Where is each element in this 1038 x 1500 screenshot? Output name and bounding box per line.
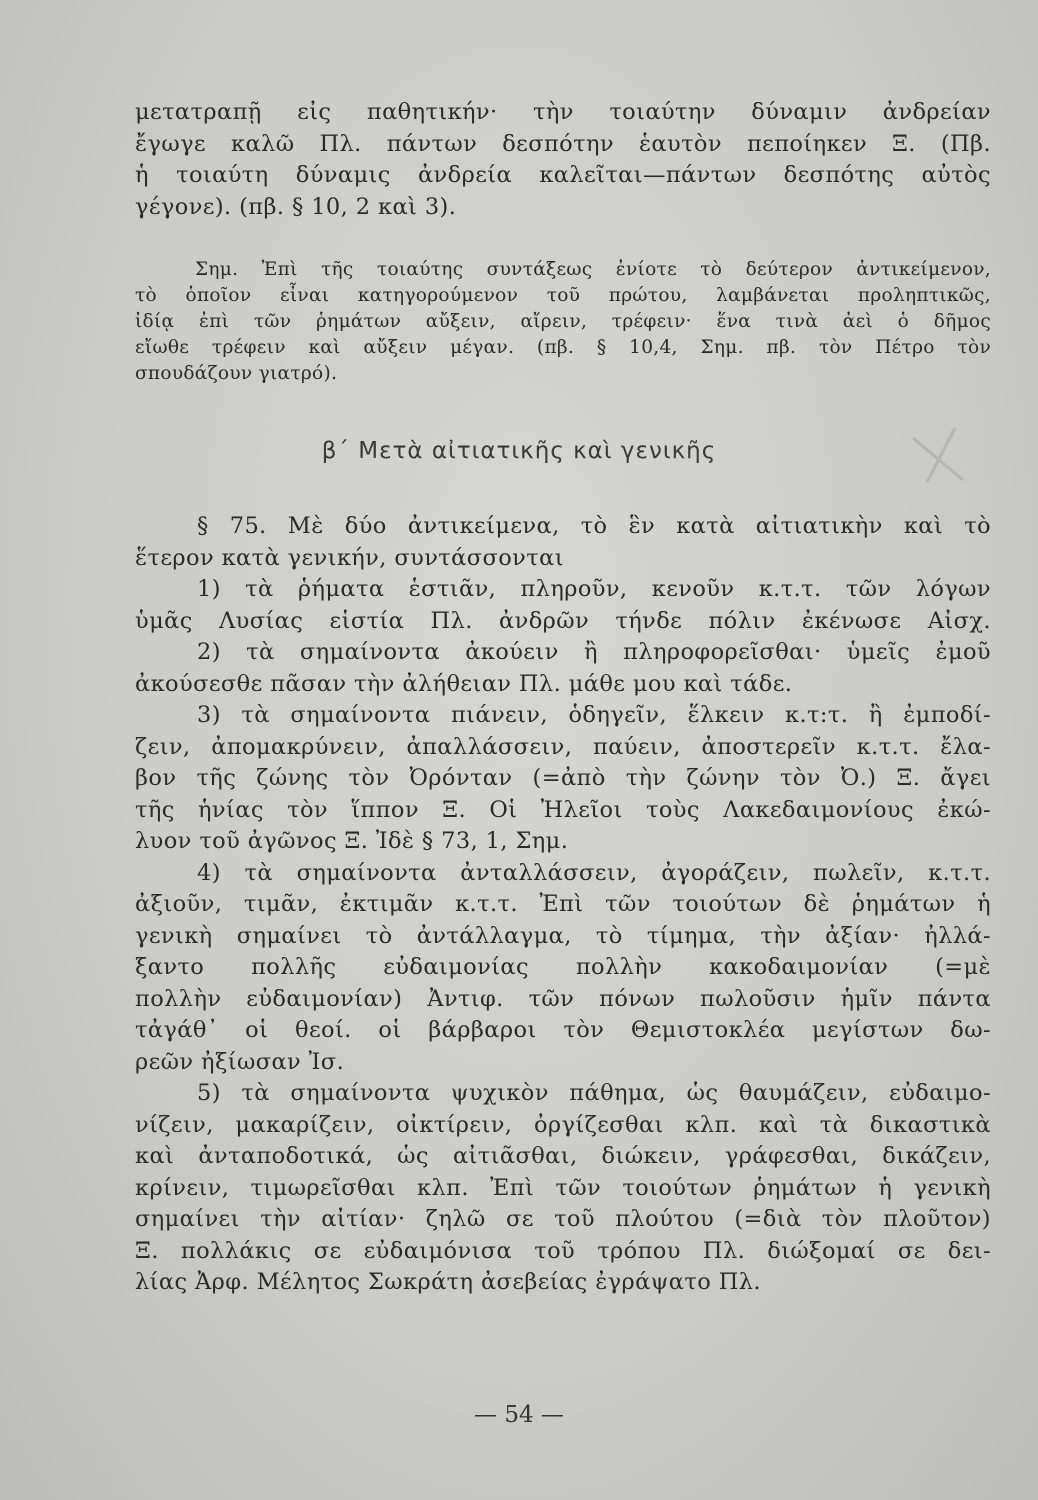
- item-2-line: 2) τὰ σημαίνοντα ἀκούειν ἢ πληροφορεῖσθαι· ὑμεῖς ἐμοῦ: [197, 639, 991, 665]
- item-5-line: 5) τὰ σημαίνοντα ψυχικὸν πάθημα, ὡς θαυμάζειν, εὐδαιμο-: [197, 1080, 991, 1106]
- top-paragraph: [135, 97, 991, 223]
- section-heading: β΄ Μετὰ αἰτιατικῆς καὶ γενικῆς: [321, 438, 717, 464]
- text-line: πολλὴν εὐδαιμονίαν) Ἀντιφ. τῶν πόνων πωλοῦσιν ἡμῖν πάντα: [135, 985, 991, 1012]
- note-line: εἴωθε τρέφειν καὶ αὔξειν μέγαν. (πβ. § 10,4, Σημ. πβ. τὸν Πέτρο τὸν: [135, 337, 991, 358]
- note-line: ἰδίᾳ ἐπὶ τῶν ῥημάτων αὔξειν, αἴρειν, τρέφειν· ἕνα τινὰ ἀεὶ ὁ δῆμος: [135, 311, 991, 332]
- item-4-line: 4) τὰ σημαίνοντα ἀνταλλάσσειν, ἀγοράζειν, πωλεῖν, κ.τ.τ.: [197, 859, 991, 886]
- page-number: — 54 —: [474, 1402, 564, 1428]
- text-line: λυον τοῦ ἀγῶνος Ξ. Ἰδὲ § 73, 1, Σημ.: [135, 828, 569, 854]
- text-line: ξαντο πολλῆς εὐδαιμονίας πολλὴν κακοδαιμονίαν (=μὲ: [135, 954, 991, 980]
- paragraph-75-line: § 75. Μὲ δύο ἀντικείμενα, τὸ ἓν κατὰ αἰτιατικὴν καὶ τὸ: [197, 513, 991, 539]
- footnote-remark: [135, 257, 991, 387]
- item-1-line: 1) τὰ ῥήματα ἑστιᾶν, πληροῦν, κενοῦν κ.τ.τ. τῶν λόγων: [197, 576, 991, 602]
- text-line: ζειν, ἀπομακρύνειν, ἀπαλλάσσειν, παύειν, ἀποστερεῖν κ.τ.τ. ἔλα-: [135, 733, 991, 760]
- text-line: ἔγωγε καλῶ Πλ. πάντων δεσπότην ἑαυτὸν πεποίηκεν Ξ. (Πβ.: [135, 130, 991, 157]
- text-line: Ξ. πολλάκις σε εὐδαιμόνισα τοῦ τρόπου Πλ. διώξομαί σε δει-: [135, 1237, 991, 1264]
- main-body: [135, 511, 991, 1299]
- text-line: κρίνειν, τιμωρεῖσθαι κλπ. Ἐπὶ τῶν τοιούτων ῥημάτων ἡ γενικὴ: [135, 1174, 991, 1201]
- text-line: γέγονε). (πβ. § 10, 2 καὶ 3).: [135, 193, 457, 220]
- text-line: ἕτερον κατὰ γενικήν, συντάσσονται: [135, 544, 564, 571]
- note-line: σπουδάζουν γιατρό).: [135, 363, 338, 384]
- text-line: ὑμᾶς Λυσίας εἱστία Πλ. ἀνδρῶν τήνδε πόλιν ἐκένωσε Αἰσχ.: [135, 607, 991, 634]
- text-line: βον τῆς ζώνης τὸν Ὀρόνταν (=ἀπὸ τὴν ζώνην τὸν Ὀ.) Ξ. ἄγει: [135, 765, 991, 791]
- text-line: μετατραπῇ εἰς παθητικήν· τὴν τοιαύτην δύναμιν ἀνδρείαν: [135, 99, 991, 125]
- text-line: ἡ τοιαύτη δύναμις ἀνδρεία καλεῖται—πάντων δεσπότης αὐτὸς: [135, 162, 991, 188]
- text-line: τἀγάθ᾽ οἱ θεοί. οἱ βάρβαροι τὸν Θεμιστοκλέα μεγίστων δω-: [135, 1017, 991, 1043]
- note-line: τὸ ὁποῖον εἶναι κατηγορούμενον τοῦ πρώτου, λαμβάνεται προληπτικῶς,: [135, 285, 991, 306]
- text-line: καὶ ἀνταποδοτικά, ὡς αἰτιᾶσθαι, διώκειν, γράφεσθαι, δικάζειν,: [135, 1143, 991, 1169]
- pencil-cross-mark: [905, 420, 975, 490]
- text-line: νίζειν, μακαρίζειν, οἰκτίρειν, ὀργίζεσθαι κλπ. καὶ τὰ δικαστικὰ: [135, 1111, 991, 1138]
- text-line: ρεῶν ἠξίωσαν Ἰσ.: [135, 1048, 345, 1075]
- text-line: σημαίνει τὴν αἰτίαν· ζηλῶ σε τοῦ πλούτου (=διὰ τὸν πλοῦτον): [135, 1206, 991, 1232]
- item-3-line: 3) τὰ σημαίνοντα πιάνειν, ὁδηγεῖν, ἕλκειν κ.τ:τ. ἢ ἐμποδί-: [197, 702, 991, 728]
- text-line: λίας Ἀρφ. Μέλητος Σωκράτη ἀσεβείας ἐγράψατο Πλ.: [135, 1269, 761, 1295]
- note-line: Σημ. Ἐπὶ τῆς τοιαύτης συντάξεως ἐνίοτε τὸ δεύτερον ἀντικείμενον,: [195, 259, 991, 280]
- text-line: τῆς ἡνίας τὸν ἵππον Ξ. Οἱ Ἠλεῖοι τοὺς Λακεδαιμονίους ἐκώ-: [135, 796, 991, 823]
- text-line: ἀξιοῦν, τιμᾶν, ἐκτιμᾶν κ.τ.τ. Ἐπὶ τῶν τοιούτων δὲ ῥημάτων ἡ: [135, 891, 991, 917]
- text-line: γενικὴ σημαίνει τὸ ἀντάλλαγμα, τὸ τίμημα, τὴν ἀξίαν· ἠλλά-: [135, 922, 991, 949]
- text-line: ἀκούσεσθε πᾶσαν τὴν ἀλήθειαν Πλ. μάθε μου καὶ τάδε.: [135, 670, 793, 697]
